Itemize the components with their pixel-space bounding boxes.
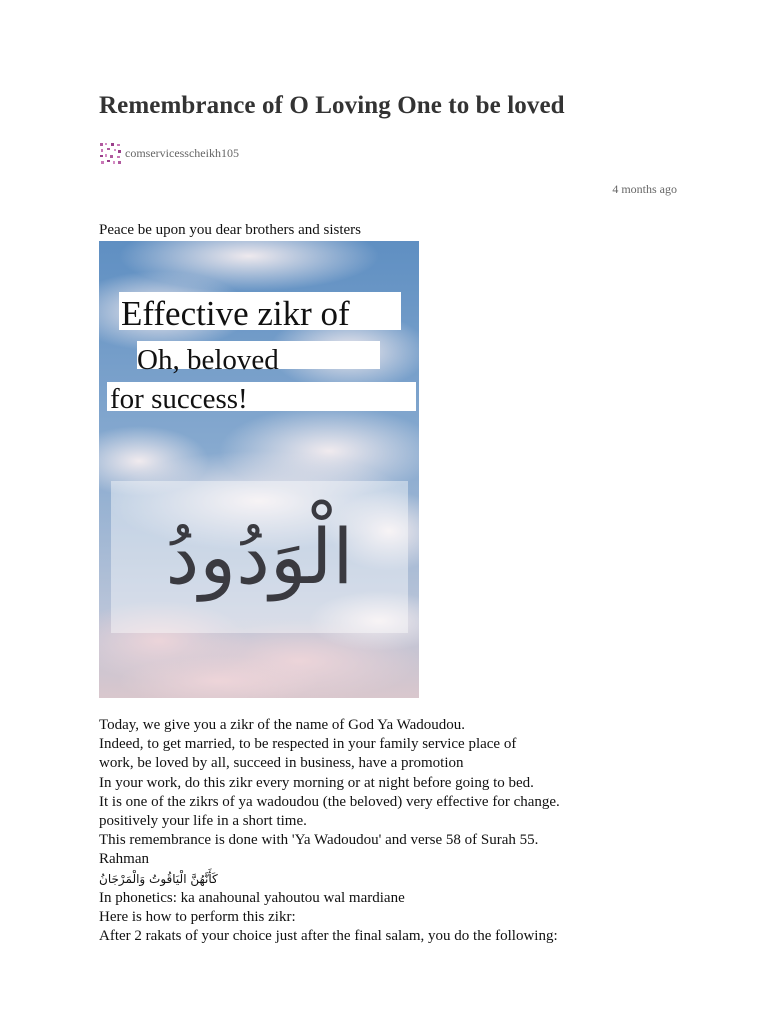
article-title: Remembrance of O Loving One to be loved <box>99 92 565 119</box>
author-link[interactable]: comservicesscheikh105 <box>125 146 239 160</box>
avatar-icon[interactable] <box>99 142 122 165</box>
body-line: This remembrance is done with 'Ya Wadoudou' and verse 58 of Surah 55. <box>99 832 539 849</box>
body-line: It is one of the zikrs of ya wadoudou (the beloved) very effective for change. <box>99 793 560 810</box>
article-body <box>99 716 699 946</box>
greeting-text: Peace be upon you dear brothers and sisters <box>99 222 362 238</box>
arabic-verse: كَأَنَّهُنَّ الْيَاقُوتُ وَالْمَرْجَانُ <box>99 871 218 886</box>
author-row <box>99 142 239 165</box>
hero-headline-line2: Oh, beloved <box>137 341 380 369</box>
body-line: work, be loved by all, succeed in business, have a promotion <box>99 755 464 772</box>
arabic-calligraphy: الْوَدُودُ <box>165 512 354 601</box>
body-line: Today, we give you a zikr of the name of God Ya Wadoudou. <box>99 717 465 733</box>
body-line: positively your life in a short time. <box>99 813 307 830</box>
post-timestamp: 4 months ago <box>612 182 677 196</box>
hero-headline-line3: for success! <box>107 382 416 411</box>
body-line: Here is how to perform this zikr: <box>99 908 296 925</box>
hero-headline-line1: Effective zikr of <box>119 292 401 330</box>
calligraphy-panel <box>111 481 408 633</box>
body-line: In phonetics: ka anahounal yahoutou wal mardiane <box>99 889 405 906</box>
body-line: Rahman <box>99 851 149 868</box>
body-line: After 2 rakats of your choice just after the final salam, you do the following: <box>99 928 558 945</box>
body-line: In your work, do this zikr every morning or at night before going to bed. <box>99 774 534 791</box>
body-line: Indeed, to get married, to be respected in your family service place of <box>99 736 517 753</box>
hero-image <box>99 241 419 698</box>
